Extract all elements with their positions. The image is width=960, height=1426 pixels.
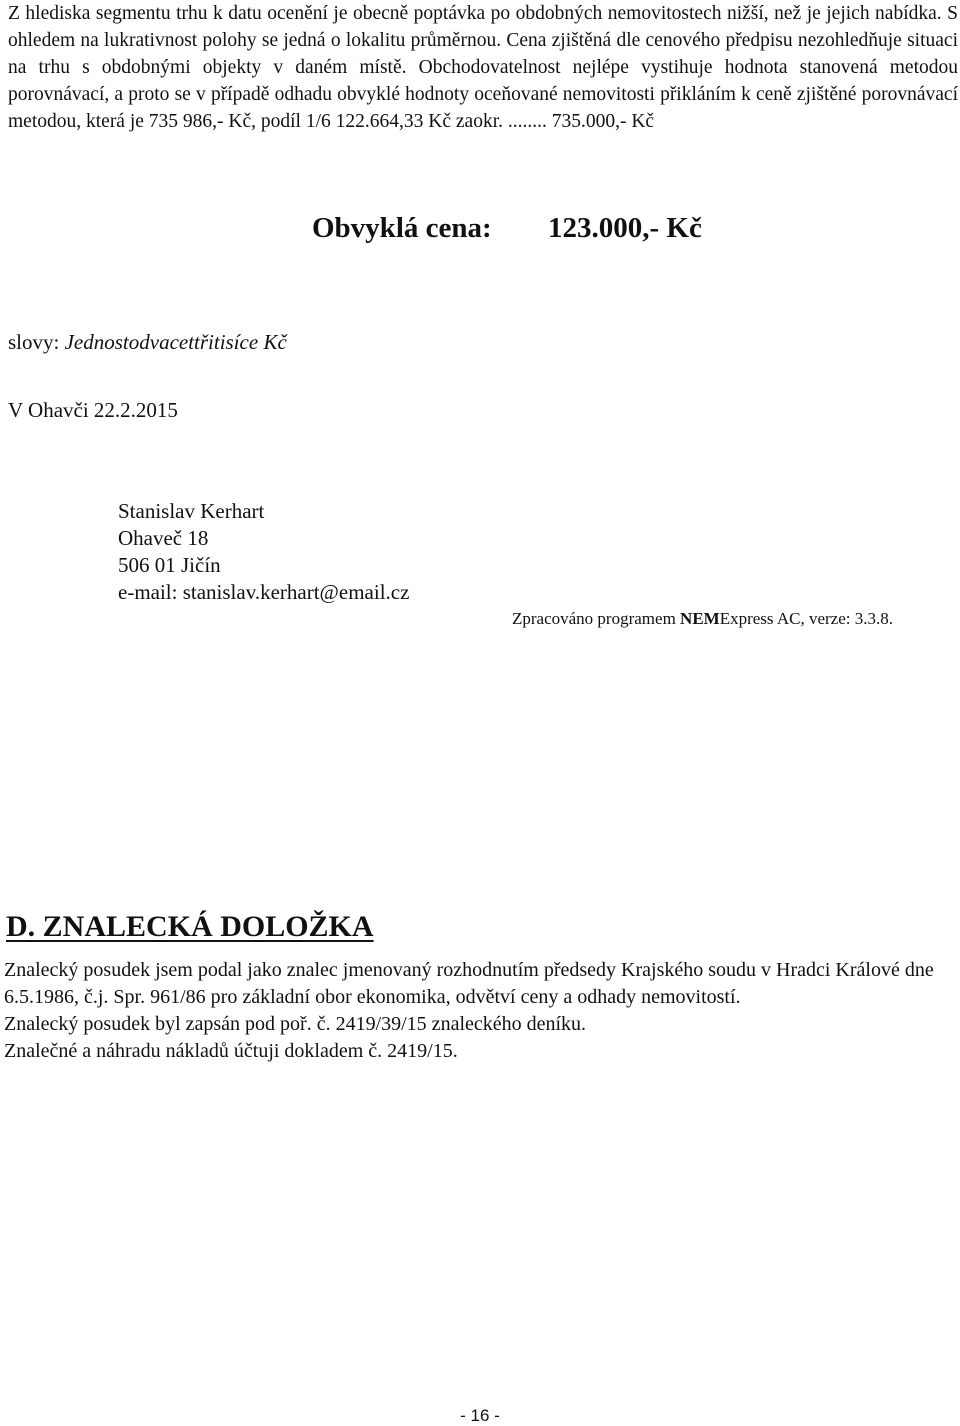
clause-line: Znalecký posudek byl zapsán pod poř. č. 2419/39/15 znaleckého deníku. bbox=[4, 1013, 587, 1035]
expert-clause bbox=[4, 957, 958, 1065]
clause-line: Znalečné a náhradu nákladů účtuji dokladem č. 2419/15. bbox=[4, 1040, 458, 1062]
place-and-date: V Ohavči 22.2.2015 bbox=[8, 398, 178, 422]
software-note-suffix: Express AC, verze: 3.3.8. bbox=[719, 609, 893, 628]
software-brand-bold: NEM bbox=[680, 609, 720, 628]
author-city: 506 01 Jičín bbox=[118, 553, 221, 577]
usual-price-row bbox=[312, 212, 702, 245]
author-street: Ohaveč 18 bbox=[118, 526, 209, 550]
software-note bbox=[512, 609, 893, 629]
clause-line: Znalecký posudek jsem podal jako znalec jmenovaný rozhodnutím předsedy Krajského soudu v Hradci Králové dne 6.5.1986, č.j. Spr. 961/86 pro základní obor ekonomika, odvětví ceny a odhady nemovitostí. bbox=[4, 959, 934, 1008]
software-note-prefix: Zpracováno programem bbox=[512, 609, 681, 628]
author-name: Stanislav Kerhart bbox=[118, 499, 265, 523]
section-heading: D. ZNALECKÁ DOLOŽKA bbox=[6, 910, 374, 943]
price-in-words bbox=[8, 330, 287, 355]
author-block bbox=[118, 498, 409, 606]
usual-price-label: Obvyklá cena: bbox=[312, 212, 492, 244]
price-in-words-prefix: slovy: bbox=[8, 330, 65, 354]
price-in-words-amount: Jednostodvacettřitisíce Kč bbox=[64, 330, 287, 354]
valuation-paragraph: Z hlediska segmentu trhu k datu ocenění je obecně poptávka po obdobných nemovitostech nižší, než je jejich nabídka. S ohledem na lukrativnost polohy se jedná o lokalitu průměrnou. Cena zjištěná dle cenového předpisu nezohledňuje situaci na trhu s obdobnými objekty v daném místě. Obchodovatelnost nejlépe vystihuje hodnota stanovená metodou porovnávací, a proto se v případě odhadu obvyklé hodnoty oceňované nemovitosti přikláním k ceně zjištěné porovnávací metodou, která je 735 986,- Kč, podíl 1/6 122.664,33 Kč zaokr. ........ 735.000,- Kč bbox=[8, 3, 958, 132]
page-number: - 16 - bbox=[460, 1406, 500, 1425]
author-email: e-mail: stanislav.kerhart@email.cz bbox=[118, 580, 410, 604]
usual-price-value: 123.000,- Kč bbox=[548, 212, 702, 244]
